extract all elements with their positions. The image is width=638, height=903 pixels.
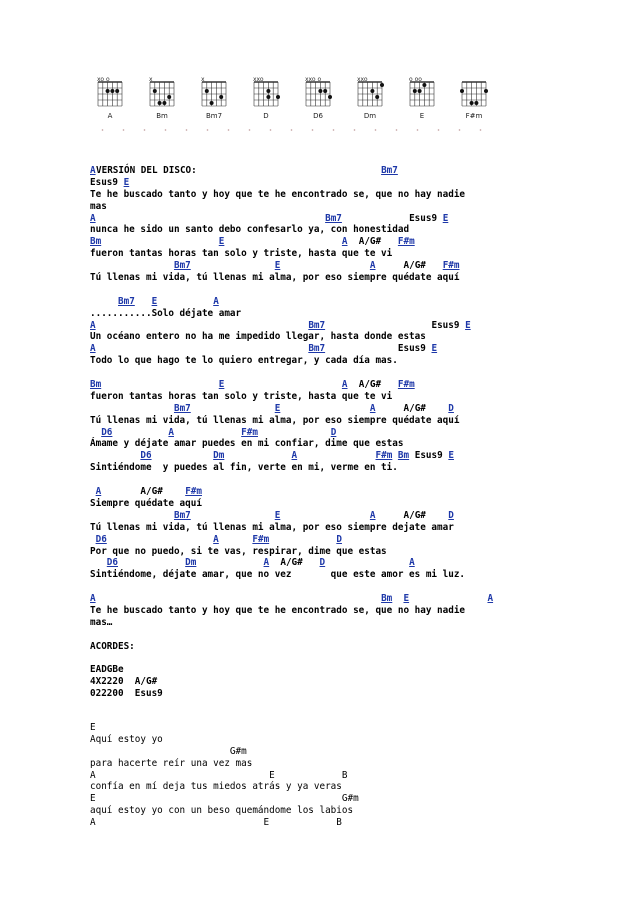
chord-token: A <box>487 593 494 605</box>
chord-token: A <box>90 165 96 176</box>
song-line <box>90 213 493 225</box>
chord-token: E <box>123 176 130 188</box>
song-line <box>90 427 493 439</box>
chord-token: A <box>369 402 376 414</box>
string-marks: x <box>149 76 153 83</box>
chord-token: E <box>403 593 410 605</box>
heading-text: VERSIÓN DEL DISCO: <box>96 164 197 176</box>
chord-token: Bm7 <box>381 165 398 176</box>
lyric-text: 022200 Esus9 <box>90 688 163 700</box>
chord-token: Bm <box>90 236 102 248</box>
song-line <box>90 629 493 641</box>
song-line <box>90 343 493 355</box>
chord-token: E <box>274 402 281 414</box>
chord-token: A <box>90 593 96 605</box>
song-line <box>90 260 493 272</box>
plain-line: aquí estoy yo con un beso quemándome los labios <box>90 805 354 817</box>
song-lyrics-and-chords <box>90 165 493 700</box>
lyric-text: mas <box>90 200 107 212</box>
chord-token: Esus9 <box>431 319 460 331</box>
lyric-text: Te he buscado tanto y hoy que te he encontrado se, que no hay nadie <box>90 604 466 616</box>
chord-token: Esus9 <box>397 343 426 355</box>
lyric-text: Por que no puedo, si te vas, respirar, dime que estas <box>90 545 387 557</box>
chord-token: F#m <box>241 426 258 438</box>
chord-token: A/G# <box>403 402 426 414</box>
chord-diagram-fsharpm <box>456 76 492 122</box>
chord-token: Esus9 <box>409 212 438 224</box>
song-line <box>90 474 493 486</box>
chord-token: E <box>274 509 281 521</box>
chord-token: Bm7 <box>173 260 191 272</box>
chord-diagram-label: A <box>107 112 113 120</box>
chord-diagram-label: Bm7 <box>205 112 223 120</box>
song-line <box>90 450 493 462</box>
chord-token: A/G# <box>403 260 426 272</box>
chord-token: D <box>336 533 342 545</box>
chord-token: Bm7 <box>173 509 191 521</box>
plain-line: Aquí estoy yo <box>90 733 163 745</box>
lyric-text: Sintiéndome y puedes al fin, verte en mi, verme en ti. <box>90 462 398 474</box>
chord-diagram-a <box>92 76 128 122</box>
chord-diagram-d <box>248 76 284 122</box>
lyric-text: nunca he sido un santo debo confesarlo ya, con honestidad <box>90 224 410 236</box>
chord-token: Bm7 <box>308 343 326 355</box>
song-line <box>90 522 493 534</box>
lyric-text: fueron tantas horas tan solo y triste, hasta que te vi <box>90 248 393 260</box>
chord-token: A <box>90 343 96 355</box>
song-line <box>90 534 493 546</box>
chord-token: A <box>90 319 96 331</box>
plain-line: A E B <box>90 769 348 781</box>
chord-diagram-dm <box>352 76 388 122</box>
string-marks: xo o <box>97 76 110 83</box>
chord-token: E <box>431 343 438 355</box>
song-line <box>90 236 493 248</box>
chord-diagram-label: Bm <box>156 112 168 120</box>
dotted-separator <box>92 127 482 133</box>
chord-token: Bm7 <box>173 402 191 414</box>
chord-token: A <box>369 260 376 272</box>
chord-token: A <box>213 533 219 545</box>
chord-token: D6 <box>101 426 113 438</box>
chord-token: E <box>218 236 225 248</box>
plain-line: E G#m <box>90 793 359 805</box>
string-marks: o oo <box>409 76 422 83</box>
song-line <box>90 355 493 367</box>
chord-token: A <box>213 295 219 307</box>
lyric-text: 4X2220 A/G# <box>90 676 158 688</box>
song-line <box>90 546 493 558</box>
lyric-text: Ámame y déjate amar puedes en mi confiar, dime que estas <box>90 438 404 450</box>
lyric-text: EADGBe <box>90 664 124 676</box>
chord-diagram-label: D <box>263 112 269 120</box>
chord-token: Bm7 <box>308 319 326 331</box>
lyric-text: Tú llenas mi vida, tú llenas mi alma, por eso siempre dejate amar <box>90 521 454 533</box>
chord-diagram-bm <box>144 76 180 122</box>
song-line <box>90 189 493 201</box>
chord-diagram-label: F#m <box>465 112 483 120</box>
chord-token: A <box>95 486 102 498</box>
chord-token: A/G# <box>140 486 163 498</box>
song-line <box>90 688 493 700</box>
lyric-text: Te he buscado tanto y hoy que te he encontrado se, que no hay nadie <box>90 188 466 200</box>
song-line <box>90 510 493 522</box>
lyric-text: Sintiéndome, déjate amar, que no vez que este amor es mi luz. <box>90 569 466 581</box>
chord-diagram-label: Dm <box>363 112 377 120</box>
chord-token: E <box>218 379 225 391</box>
chord-token: A <box>369 509 376 521</box>
chord-token: A <box>341 379 348 391</box>
song-line <box>90 486 493 498</box>
plain-line: confía en mí deja tus miedos atrás y ya veras <box>90 781 342 793</box>
song-line <box>90 593 493 605</box>
chord-token: D6 <box>95 533 107 545</box>
chord-token: F#m <box>397 379 415 391</box>
song-line <box>90 498 493 510</box>
lyric-text: Un océano entero no ha me impedido llegar, hasta donde estas <box>90 331 426 343</box>
chord-token: A/G# <box>358 236 382 248</box>
song-line <box>90 641 493 653</box>
chord-token: D6 <box>140 450 152 462</box>
song-line <box>90 201 493 213</box>
plain-line: A E B <box>90 817 342 829</box>
song-line <box>90 653 493 665</box>
lyric-text: ...........Solo déjate amar <box>90 307 242 319</box>
chord-token: Esus9 <box>414 450 443 462</box>
song-line <box>90 664 493 676</box>
chord-token: A <box>168 426 174 438</box>
chord-token: F#m <box>185 486 202 498</box>
chord-diagram-strip <box>92 76 492 124</box>
string-marks: xxo o <box>305 76 322 83</box>
chord-token: Bm <box>397 450 410 462</box>
string-marks: xxo <box>357 76 368 83</box>
chord-diagram-e <box>404 76 440 122</box>
chord-token: D <box>448 509 454 521</box>
chord-token: E <box>465 319 471 331</box>
chord-token: Dm <box>185 557 197 569</box>
second-song-section <box>90 722 359 829</box>
song-line <box>90 569 493 581</box>
chord-diagram-label: D6 <box>313 112 323 120</box>
chord-token: E <box>448 450 454 462</box>
song-line <box>90 248 493 260</box>
plain-line: G#m <box>90 745 247 757</box>
song-line <box>90 272 493 284</box>
plain-line: para hacerte reír una vez mas <box>90 757 253 769</box>
chord-token: D <box>448 402 454 414</box>
song-line <box>90 177 493 189</box>
chord-token: F#m <box>252 533 270 545</box>
lyric-text: fueron tantas horas tan solo y triste, hasta que te vi <box>90 390 393 402</box>
chord-token: F#m <box>397 236 415 248</box>
chord-token: A <box>341 236 348 248</box>
chord-token: D <box>330 426 337 438</box>
chord-token: E <box>442 212 449 224</box>
chord-diagram-bm7 <box>196 76 232 122</box>
chord-token: Bm7 <box>325 212 342 224</box>
chord-token: D <box>319 557 326 569</box>
lyric-text: Tú llenas mi vida, tú llenas mi alma, por eso siempre quédate aquí <box>90 272 460 284</box>
song-line <box>90 224 493 236</box>
plain-line: E <box>90 722 96 733</box>
chord-token: D6 <box>106 557 118 569</box>
chord-token: Bm7 <box>118 295 135 307</box>
chord-token: A <box>291 450 298 462</box>
chord-token: Dm <box>213 450 225 462</box>
chord-token: A/G# <box>280 557 303 569</box>
chord-diagram-label: E <box>419 112 425 120</box>
chord-token: F#m <box>442 260 460 272</box>
string-marks: xxo <box>253 76 264 83</box>
lyric-text: mas… <box>90 616 113 628</box>
song-line <box>90 617 493 629</box>
song-line <box>90 308 493 320</box>
song-line <box>90 331 493 343</box>
song-line <box>90 379 493 391</box>
string-marks: x <box>201 76 205 83</box>
song-line <box>90 320 493 332</box>
lyric-text: Todo lo que hago te lo quiero entregar, y cada día mas. <box>90 355 398 367</box>
chord-token: Bm <box>90 379 102 391</box>
song-line <box>90 367 493 379</box>
song-line <box>90 462 493 474</box>
song-line <box>90 296 493 308</box>
chord-token: A <box>90 212 96 224</box>
lyric-text: Siempre quédate aquí <box>90 497 202 509</box>
chord-token: E <box>151 295 158 307</box>
song-line <box>90 165 493 177</box>
chord-diagram-d6 <box>300 76 336 122</box>
song-line <box>90 415 493 427</box>
chord-token: A <box>409 557 415 569</box>
song-line <box>90 676 493 688</box>
chord-token: Esus9 <box>90 176 118 188</box>
chord-token: A <box>263 557 270 569</box>
chord-token: E <box>274 260 281 272</box>
song-line <box>90 391 493 403</box>
chord-token: A/G# <box>403 509 426 521</box>
song-line <box>90 581 493 593</box>
lyric-text: Tú llenas mi vida, tú llenas mi alma, por eso siempre quédate aquí <box>90 414 460 426</box>
chord-token: A/G# <box>358 379 382 391</box>
song-line <box>90 403 493 415</box>
song-line <box>90 438 493 450</box>
song-line <box>90 605 493 617</box>
song-line <box>90 284 493 296</box>
song-line <box>90 557 493 569</box>
lyric-text: ACORDES: <box>90 640 135 652</box>
chord-token: F#m <box>375 450 393 462</box>
chord-token: Bm <box>381 593 393 605</box>
